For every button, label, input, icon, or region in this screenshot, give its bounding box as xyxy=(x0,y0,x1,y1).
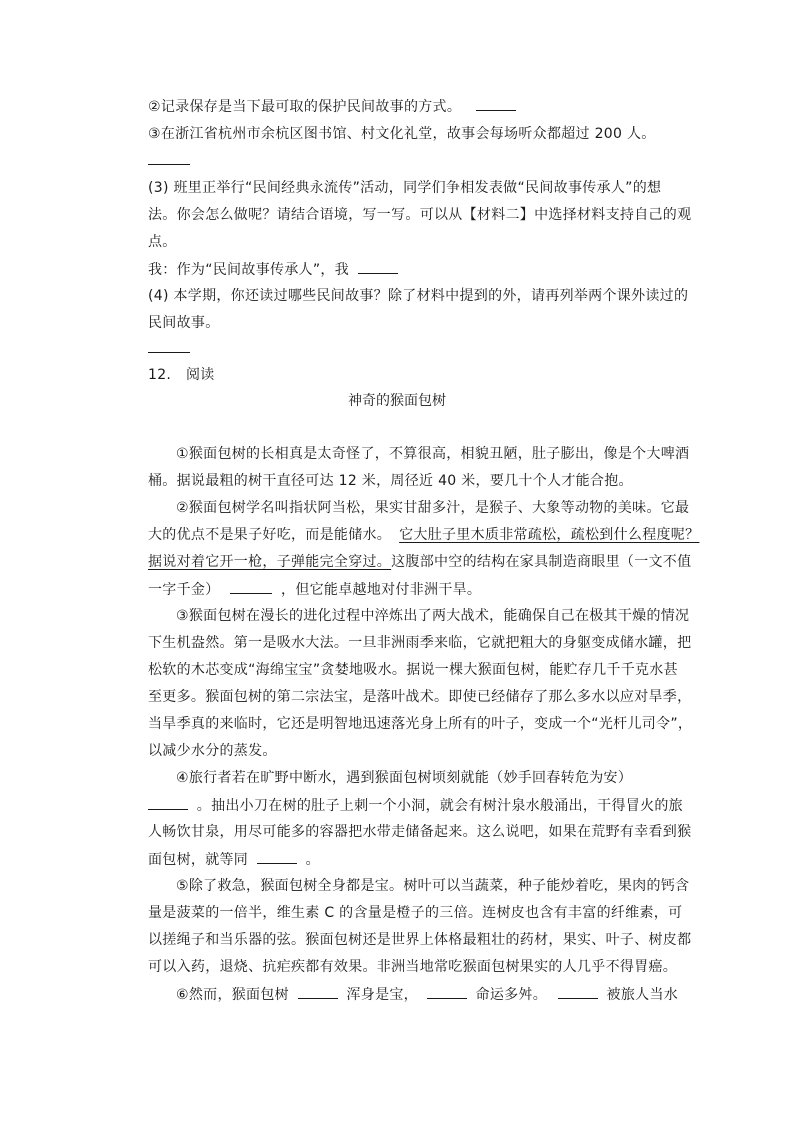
passage-p1-line1: ①猴面包树的长相真是太奇怪了，不算很高，相貌丑陋，肚子膨出，像是个大啤酒 xyxy=(176,446,690,462)
q12-heading xyxy=(148,365,215,385)
answer-blank[interactable] xyxy=(558,984,598,999)
q11-part3-line1: (3) 班里正举行“民间经典永流传”活动，同学们争相发表做“民间故事传承人”的想 xyxy=(148,180,662,196)
passage-p2-line4: 一字千金） ，但它能卓越地对付非洲干旱。 xyxy=(148,579,481,600)
answer-blank[interactable] xyxy=(298,984,338,999)
q11-part3-answer: 我：作为“民间故事传承人”，我 xyxy=(148,259,398,280)
question-label: 阅读 xyxy=(185,367,215,383)
passage-p5-line2: 量是菠菜的一倍半，维生素 C 的含量是橙子的三倍。连树皮也含有丰富的纤维素，可 xyxy=(148,905,683,921)
passage-p4-line4: 面包树，就等同 。 xyxy=(148,849,320,870)
passage-p5-line3: 以搓绳子和当乐器的弦。猴面包树还是世界上体格最粗壮的药材，果实、叶子、树皮都 xyxy=(148,932,692,948)
passage-p4-line1: ④旅行者若在旷野中断水，遇到猴面包树顷刻就能（妙手回春转危为安） xyxy=(176,770,633,786)
passage-p3-line3: 松软的木芯变成“海绵宝宝”贪婪地吸水。据说一棵大猴面包树，能贮存几千千克水甚 xyxy=(148,662,678,678)
passage-p5-line1: ⑤除了救急，猴面包树全身都是宝。树叶可以当蔬菜，种子能炒着吃，果肉的钙含 xyxy=(176,878,690,894)
answer-blank[interactable] xyxy=(476,96,516,111)
q11-item-2: ②记录保存是当下最可取的保护民间故事的方式。 xyxy=(148,96,516,117)
answer-blank[interactable] xyxy=(230,579,272,594)
passage-p4-line3: 人畅饮甘泉，用尽可能多的容器把水带走储备起来。这么说吧，如果在荒野有幸看到猴 xyxy=(148,824,692,840)
answer-blank[interactable] xyxy=(148,795,188,810)
passage-p2-line1: ②猴面包树学名叫指状阿当松，果实甘甜多汁，是猴子、大象等动物的美味。它最 xyxy=(176,500,690,516)
passage-p2-line3: 据说对着它开一枪，子弹能完全穿过。这腹部中空的结构在家具制造商眼里（一文不值 xyxy=(148,554,692,570)
passage-p3-line4: 至更多。猴面包树的第二宗法宝，是落叶战术。即使已经储存了那么多水以应对旱季， xyxy=(148,689,692,705)
passage-p5-line4: 可以入药，退烧、抗疟疾都有效果。非洲当地常吃猴面包树果实的人几乎不得胃癌。 xyxy=(148,959,678,975)
answer-blank[interactable] xyxy=(257,849,297,864)
passage-p4-line2: 。抽出小刀在树的肚子上刺一个小洞，就会有树汁泉水般涌出，干得冒火的旅 xyxy=(148,795,683,816)
answer-line[interactable] xyxy=(148,352,190,353)
q11-part4-line1: (4) 本学期，你还读过哪些民间故事？除了材料中提到的外，请再列举两个课外读过的 xyxy=(148,288,689,304)
q11-part4-line2: 民间故事。 xyxy=(148,315,220,331)
passage-p2-line2: 大的优点不是果子好吃，而是能储水。 它大肚子里木质非常疏松，疏松到什么程度呢？ xyxy=(148,527,700,543)
answer-blank[interactable] xyxy=(358,259,398,274)
passage-p1-line2: 桶。据说最粗的树干直径可达 12 米，周径近 40 米，要几十个人才能合抱。 xyxy=(148,473,633,489)
q11-item-3: ③在浙江省杭州市余杭区图书馆、村文化礼堂，故事会每场听众都超过 200 人。 xyxy=(148,126,656,142)
q11-part3-line2: 法。你会怎么做呢？请结合语境，写一写。可以从【材料二】中选择材料支持自己的观 xyxy=(148,207,692,223)
passage-p3-line6: 以减少水分的蒸发。 xyxy=(148,743,277,759)
passage-p3-line2: 下生机盎然。第一是吸水大法。一旦非洲雨季来临，它就把粗大的身躯变成储水罐，把 xyxy=(148,635,692,651)
underlined-sentence: 据说对着它开一枪，子弹能完全穿过。 xyxy=(148,554,392,570)
passage-title: 神奇的猴面包树 xyxy=(348,393,446,409)
answer-line[interactable] xyxy=(148,164,190,165)
passage-p3-line5: 当旱季真的来临时，它还是明智地迅速落光身上所有的叶子，变成一个“光杆儿司令”， xyxy=(148,716,693,732)
q11-part3-line3: 点。 xyxy=(148,234,177,250)
question-number: 12. xyxy=(148,367,172,383)
passage-p3-line1: ③猴面包树在漫长的进化过程中淬炼出了两大战术，能确保自己在极其干燥的情况 xyxy=(176,608,690,624)
underlined-sentence: 它大肚子里木质非常疏松，疏松到什么程度呢？ xyxy=(399,527,700,543)
answer-blank[interactable] xyxy=(427,984,467,999)
passage-p6-line1: ⑥然而，猴面包树 浑身是宝， 命运多舛。 被旅人当水 xyxy=(176,984,678,1005)
